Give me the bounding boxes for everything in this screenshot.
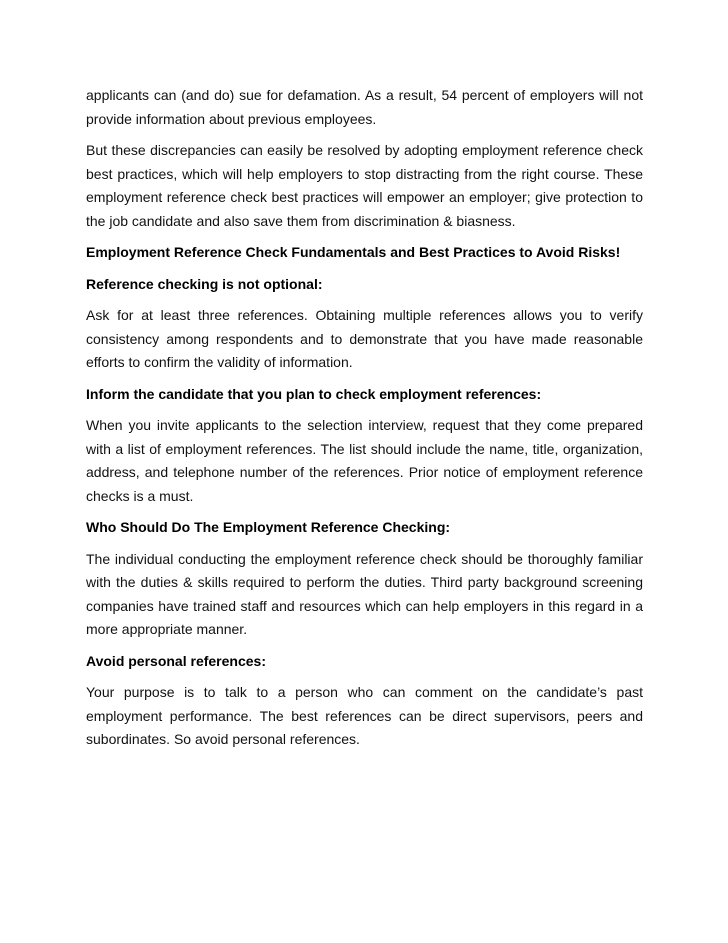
heading-avoid-personal: Avoid personal references: (86, 652, 266, 669)
paragraph-invite-applicants: When you invite applicants to the selection interview, request that they come prepared with a list of employment references. The list should include the name, title, organization, address, and telephone number of the references. Prior notice of employment reference checks is a must. (86, 417, 643, 504)
heading-fundamentals: Employment Reference Check Fundamentals and Best Practices to Avoid Risks! (86, 244, 621, 260)
paragraph-purpose: Your purpose is to talk to a person who can comment on the candidate’s past employment performance. The best references can be direct supervisors, peers and subordinates. So avoid personal references. (86, 684, 643, 747)
paragraph-best-practices-intro: But these discrepancies can easily be resolved by adopting employment reference check best practices, which will help employers to stop distracting from the right course. These employment reference check best practices will empower an employer; give protection to the job candidate and also save them from discrimination & biasness. (86, 142, 643, 229)
document-body (86, 84, 643, 760)
paragraph-three-references: Ask for at least three references. Obtaining multiple references allows you to verify consistency among respondents and to demonstrate that you have made reasonable efforts to confirm the validity of information. (86, 307, 643, 370)
heading-not-optional: Reference checking is not optional: (86, 275, 323, 292)
paragraph-defamation: applicants can (and do) sue for defamation. As a result, 54 percent of employers will not provide information about previous employees. (86, 87, 643, 127)
heading-inform-candidate: Inform the candidate that you plan to check employment references: (86, 385, 542, 402)
heading-who-should-check: Who Should Do The Employment Reference Checking: (86, 519, 451, 535)
paragraph-individual-conducting: The individual conducting the employment reference check should be thoroughly familiar with the duties & skills required to perform the duties. Third party background screening companies have trained staff and resources which can help employers in this regard in a more appropriate manner. (86, 550, 643, 637)
